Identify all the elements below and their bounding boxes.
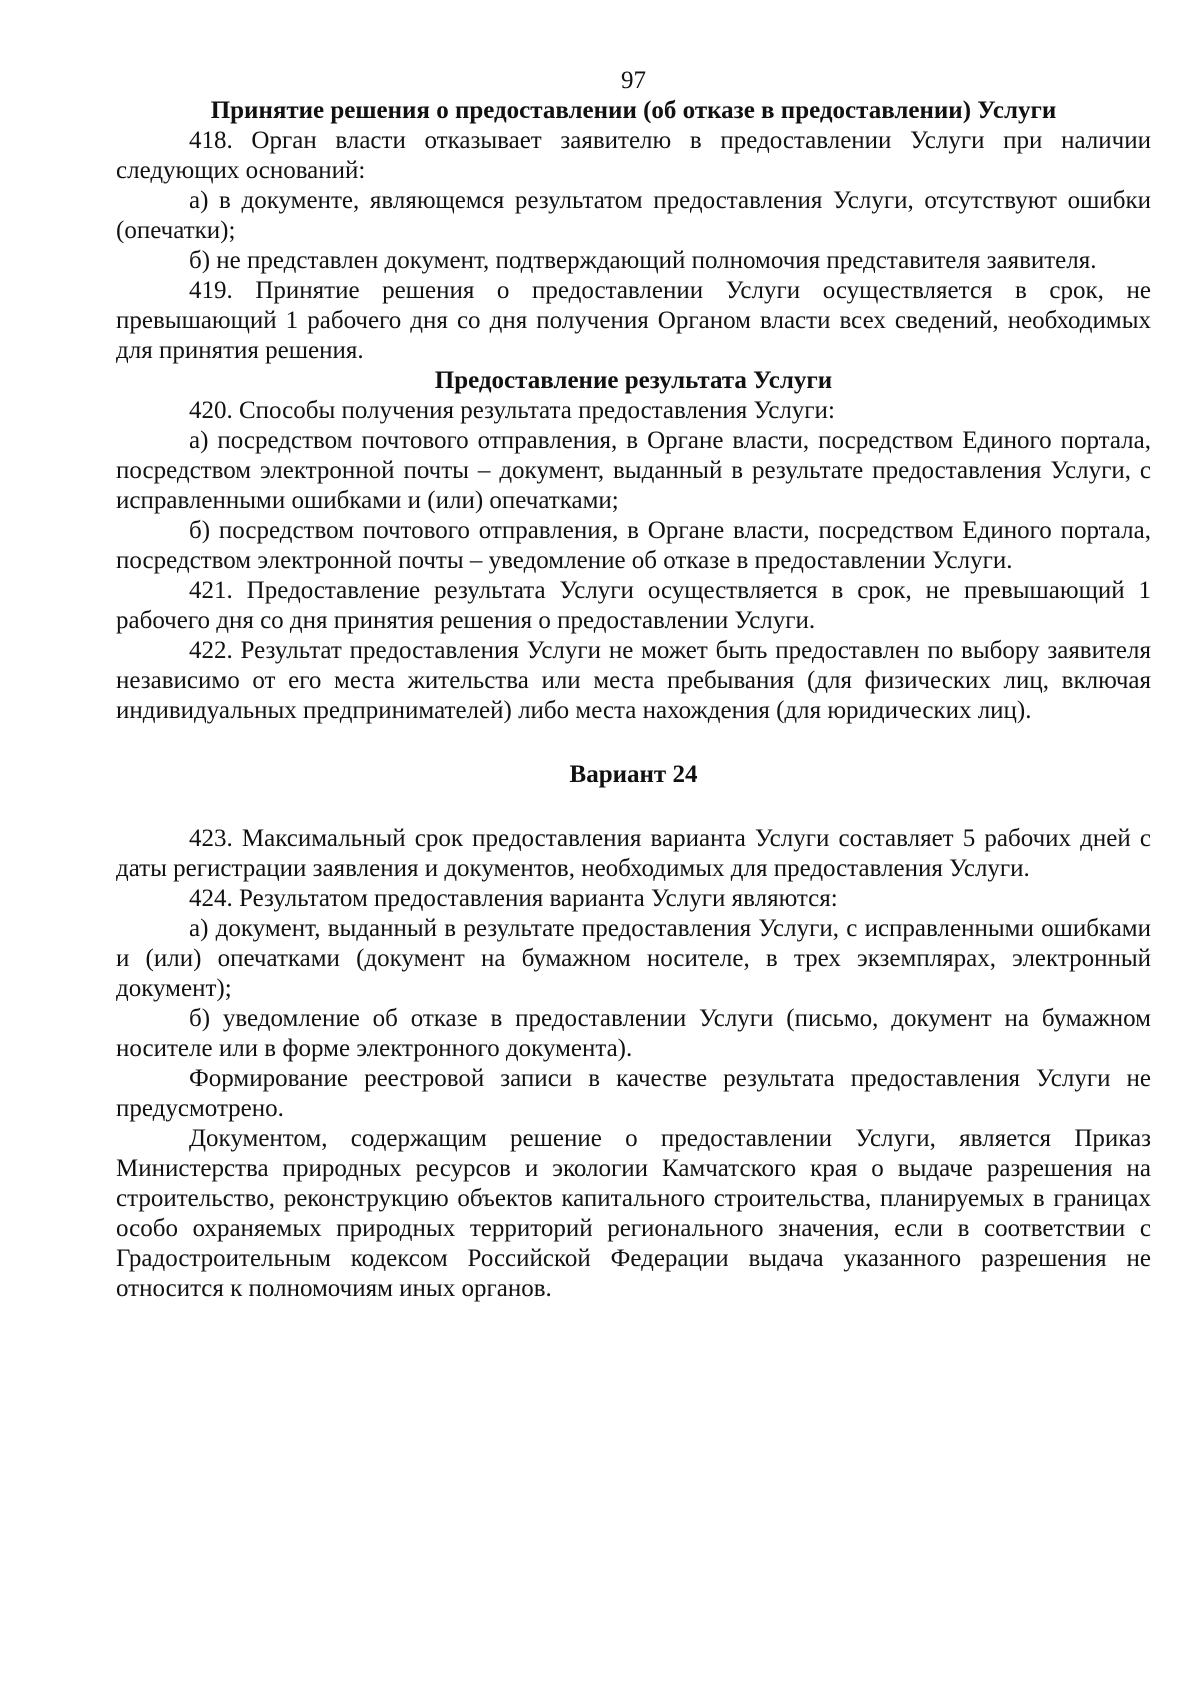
paragraph-decision-document: Документом, содержащим решение о предоставлении Услуги, является Приказ Министерства природных ресурсов и экологии Камчатского края о выдаче разрешения на строительство, реконструкцию объектов капитального строительства, планируемых в границах особо охраняемых природных территорий регионального значения, если в соответствии с Градостроительным кодексом Российской Федерации выдача указанного разрешения не относится к полномочиям иных органов. (116, 1125, 1151, 1302)
paragraph-418-b: б) не представлен документ, подтверждающий полномочия представителя заявителя. (189, 247, 1097, 274)
section-heading-decision: Принятие решения о предоставлении (об отказе в предоставлении) Услуги (210, 97, 1057, 124)
paragraph-423: 423. Максимальный срок предоставления варианта Услуги составляет 5 рабочих дней с даты регистрации заявления и документов, необходимых для предоставления Услуги. (116, 825, 1151, 882)
paragraph-424-a: а) документ, выданный в результате предоставления Услуги, с исправленными ошибками и (или) опечатками (документ на бумажном носителе, в трех экземплярах, электронный документ); (116, 915, 1151, 1002)
paragraph-424: 424. Результатом предоставления варианта Услуги являются: (189, 885, 838, 912)
section-heading-result: Предоставление результата Услуги (434, 367, 833, 394)
paragraph-registry-record: Формирование реестровой записи в качестве результата предоставления Услуги не предусмотрено. (116, 1065, 1151, 1122)
paragraph-424-b: б) уведомление об отказе в предоставлении Услуги (письмо, документ на бумажном носителе или в форме электронного документа). (116, 1005, 1151, 1062)
paragraph-421: 421. Предоставление результата Услуги осуществляется в срок, не превышающий 1 рабочего дня со дня принятия решения о предоставлении Услуги. (116, 577, 1151, 634)
section-heading-variant: Вариант 24 (569, 761, 698, 788)
paragraph-420-a: а) посредством почтового отправления, в Органе власти, посредством Единого портала, посредством электронной почты – документ, выданный в результате предоставления Услуги, с исправленными ошибками и (или) опечатками; (116, 427, 1151, 514)
paragraph-418-a: а) в документе, являющемся результатом предоставления Услуги, отсутствуют ошибки (опечатки); (116, 187, 1151, 244)
paragraph-419: 419. Принятие решения о предоставлении Услуги осуществляется в срок, не превышающий 1 рабочего дня со дня получения Органом власти всех сведений, необходимых для принятия решения. (116, 277, 1151, 364)
paragraph-420-b: б) посредством почтового отправления, в Органе власти, посредством Единого портала, посредством электронной почты – уведомление об отказе в предоставлении Услуги. (116, 517, 1151, 574)
spacer (116, 726, 1151, 760)
page-number: 97 (621, 67, 646, 94)
spacer (116, 790, 1151, 824)
page-content (116, 66, 1151, 1304)
paragraph-418: 418. Орган власти отказывает заявителю в предоставлении Услуги при наличии следующих оснований: (116, 127, 1151, 184)
paragraph-422: 422. Результат предоставления Услуги не может быть предоставлен по выбору заявителя независимо от его места жительства или места пребывания (для физических лиц, включая индивидуальных предпринимателей) либо места нахождения (для юридических лиц). (116, 637, 1151, 724)
paragraph-420: 420. Способы получения результата предоставления Услуги: (189, 397, 835, 424)
